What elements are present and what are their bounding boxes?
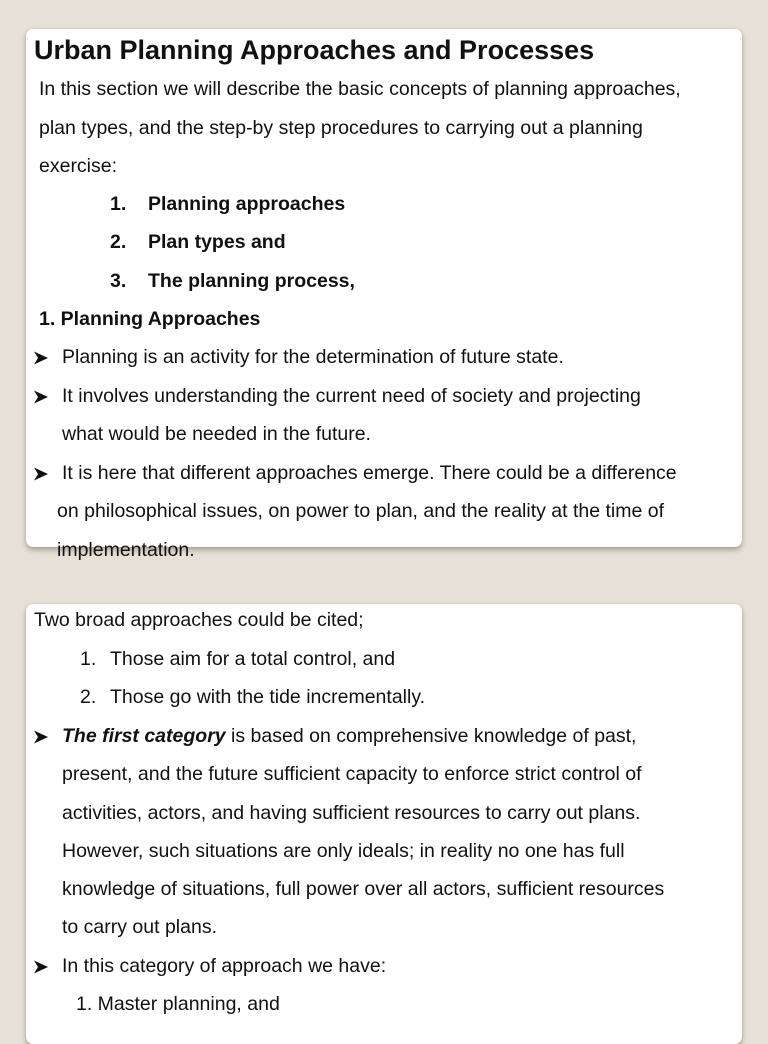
bullet-text-continued: on philosophical issues, on power to plan, and the reality at the time of bbox=[57, 500, 665, 522]
arrowhead-bullet-icon bbox=[33, 389, 49, 405]
bullet-text bbox=[62, 724, 636, 748]
list-item: Those go with the tide incrementally. bbox=[110, 686, 426, 708]
list-item-number: 2. bbox=[110, 231, 127, 253]
bullet-text-continued: present, and the future sufficient capacity to enforce strict control of bbox=[62, 763, 642, 785]
bullet-text-continued: activities, actors, and having sufficient resources to carry out plans. bbox=[62, 802, 641, 824]
bullet-text-continued: However, such situations are only ideals; in reality no one has full bbox=[62, 840, 625, 862]
intro-line-3: exercise: bbox=[39, 155, 118, 177]
list-item: Planning approaches bbox=[148, 193, 346, 215]
bullet-text-continued: knowledge of situations, full power over all actors, sufficient resources bbox=[62, 878, 665, 900]
section-heading: 1. Planning Approaches bbox=[39, 308, 261, 330]
list-item-number: 2. bbox=[80, 686, 97, 708]
page-title: Urban Planning Approaches and Processes bbox=[34, 35, 595, 65]
arrowhead-bullet-icon bbox=[33, 350, 49, 366]
bullet-text-continued: what would be needed in the future. bbox=[62, 423, 371, 445]
list-item-number: 3. bbox=[110, 270, 127, 292]
bullet-text: It involves understanding the current need of society and projecting bbox=[62, 385, 641, 407]
bullet-text-rest: is based on comprehensive knowledge of past, bbox=[225, 725, 637, 747]
list-item-number: 1. bbox=[80, 648, 97, 670]
arrowhead-bullet-icon bbox=[33, 959, 49, 975]
bullet-text-continued: implementation. bbox=[57, 539, 195, 561]
bullet-text: It is here that different approaches emerge. There could be a difference bbox=[62, 462, 677, 484]
list-item-number: 1. bbox=[110, 193, 127, 215]
emphasis-text: The first category bbox=[62, 725, 226, 747]
intro-line-1: In this section we will describe the basic concepts of planning approaches, bbox=[39, 78, 681, 100]
intro-line-2: plan types, and the step-by step procedures to carrying out a planning bbox=[39, 117, 643, 139]
list-item: Plan types and bbox=[148, 231, 286, 253]
bullet-text-continued: to carry out plans. bbox=[62, 916, 217, 938]
list-item: The planning process, bbox=[148, 270, 355, 292]
arrowhead-bullet-icon bbox=[33, 466, 49, 482]
sub-list-item: 1. Master planning, and bbox=[76, 993, 280, 1015]
arrowhead-bullet-icon bbox=[33, 729, 49, 745]
bullet-text: In this category of approach we have: bbox=[62, 955, 387, 977]
card2-intro: Two broad approaches could be cited; bbox=[34, 609, 364, 631]
list-item: Those aim for a total control, and bbox=[110, 648, 396, 670]
bullet-text: Planning is an activity for the determination of future state. bbox=[62, 346, 564, 368]
